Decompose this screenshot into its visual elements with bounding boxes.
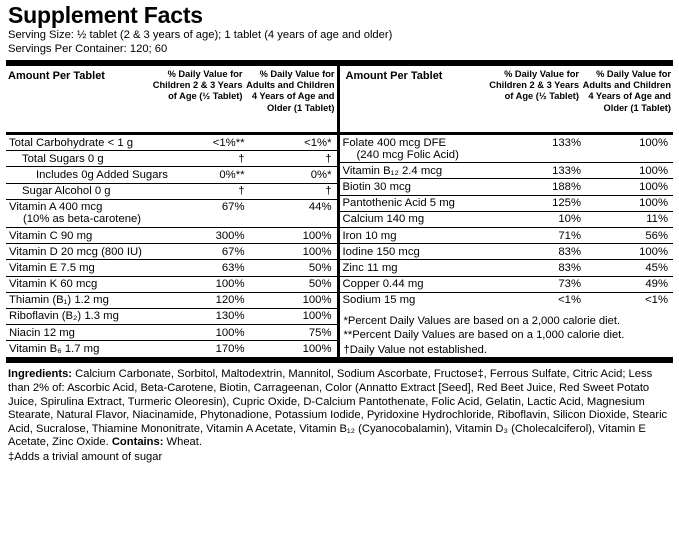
dv-children-value: 67% — [169, 199, 253, 227]
right-amount-per-tablet-header: Amount Per Tablet — [345, 70, 443, 82]
dv-adults-value: 75% — [253, 325, 337, 341]
nutrient-name: Zinc 11 mg — [340, 260, 506, 276]
table-row — [340, 276, 674, 292]
dv-adults-value: 100% — [589, 244, 673, 260]
ingredients-text: Calcium Carbonate, Sorbitol, Maltodextrin, Mannitol, Sodium Ascorbate, Fructose‡, Ferrous Sulfate, Citric Acid; Less than 2% of: Ascorbic Acid, Beta-Carotene, Biotin, Carrageenan, Color (Annatto Extract [Seed], Red Beet Juice, Red Sweet Potato Juice, Spirulina Extract, Turmeric Oleoresin), Cupric Oxide, D-Calcium Pantothenate, Folic Acid, Gelatin, Lactic Acid, Magnesium Stearate, Natural Flavor, Niacinamide, Phytonadione, Potassium Iodide, Pyridoxine Hydrochloride, Riboflavin, Silicon Dioxide, Stearic Acid, Sucralose, Thiamine Mononitrate, Vitamin A Acetate, Vitamin B₁₂ (Cyanocobalamin), Vitamin D₃ (Cholecalciferol), Vitamin E Acetate, Zinc Oxide. — [8, 368, 668, 449]
dv-children-value: 100% — [169, 276, 253, 292]
footer-note: ‡Adds a trivial amount of sugar — [8, 450, 163, 463]
dv-adults-value: 100% — [589, 179, 673, 195]
dv-children-value: 10% — [505, 211, 589, 227]
nutrient-name: Vitamin C 90 mg — [6, 227, 169, 243]
table-row — [340, 244, 674, 260]
footnote-2: †Daily Value not established. — [343, 343, 487, 356]
table-row — [6, 276, 337, 292]
dv-adults-value: 0%* — [253, 167, 337, 183]
nutrient-name: Iron 10 mg — [340, 227, 506, 243]
table-row — [6, 325, 337, 341]
nutrient-name: Vitamin A 400 mcg (10% as beta-carotene) — [6, 199, 169, 227]
serving-size-line: Serving Size: ½ tablet (2 & 3 years of age); 1 tablet (4 years of age and older) — [8, 29, 393, 41]
dv-adults-value: 56% — [589, 227, 673, 243]
table-row — [6, 227, 337, 243]
contains-label: Contains: — [111, 436, 164, 449]
dv-adults-value: 100% — [253, 308, 337, 324]
nutrient-name: Vitamin B₆ 1.7 mg — [6, 341, 169, 357]
table-row — [340, 135, 674, 163]
left-dv-adults-header: % Daily Value for Adults and Children 4 Years of Age and Older (1 Tablet) — [246, 69, 335, 113]
table-row — [6, 341, 337, 357]
nutrient-name: Sugar Alcohol 0 g — [6, 183, 169, 199]
dv-adults-value: <1% — [589, 292, 673, 308]
nutrient-name: Total Carbohydrate < 1 g — [9, 136, 134, 149]
table-row — [340, 260, 674, 276]
table-row — [340, 163, 674, 179]
dv-children-value: 63% — [169, 260, 253, 276]
right-dv-adults-header: % Daily Value for Adults and Children 4 Years of Age and Older (1 Tablet) — [582, 69, 671, 113]
dv-children-value: 71% — [505, 227, 589, 243]
nutrient-name: Niacin 12 mg — [6, 325, 169, 341]
dv-adults-value: 50% — [253, 276, 337, 292]
nutrient-name: Copper 0.44 mg — [340, 276, 506, 292]
dv-adults-value: 44% — [253, 199, 337, 227]
servings-per-container-line: Servings Per Container: 120; 60 — [8, 42, 168, 55]
dv-children-value: 133% — [505, 163, 589, 179]
left-nutrient-rows — [6, 135, 337, 356]
dv-adults-value: 100% — [589, 163, 673, 179]
nutrient-name: Folate 400 mcg DFE (240 mcg Folic Acid) — [340, 135, 506, 163]
nutrient-name: Vitamin B₁₂ 2.4 mcg — [340, 163, 506, 179]
dv-children-value: <1%** — [212, 136, 245, 149]
dv-children-value: 130% — [169, 308, 253, 324]
nutrient-name: Sodium 15 mg — [340, 292, 506, 308]
dv-adults-value: <1%* — [304, 136, 332, 149]
dv-children-value: 100% — [169, 325, 253, 341]
page-title: Supplement Facts — [8, 2, 203, 28]
nutrient-name: Total Sugars 0 g — [6, 151, 169, 167]
table-row — [340, 227, 674, 243]
columns-header — [6, 66, 673, 132]
dv-children-value: 300% — [169, 227, 253, 243]
nutrient-subtext: (10% as beta-carotene) — [23, 213, 142, 226]
dv-children-value: 83% — [505, 260, 589, 276]
table-row — [340, 292, 674, 308]
footnotes — [340, 308, 674, 358]
dv-children-value: 120% — [169, 292, 253, 308]
dv-children-value: 83% — [505, 244, 589, 260]
ingredients-block — [6, 363, 673, 450]
table-row — [6, 308, 337, 324]
dv-children-value: 0%** — [169, 167, 253, 183]
left-dv-children-header: % Daily Value for Children 2 & 3 Years of Age (½ Tablet) — [152, 69, 243, 102]
table-row — [340, 195, 674, 211]
table-row — [6, 183, 337, 199]
nutrient-name: Includes 0g Added Sugars — [6, 167, 169, 183]
right-nutrient-column — [340, 135, 674, 357]
footnote-1: **Percent Daily Values are based on a 1,000 calorie diet. — [343, 329, 625, 342]
left-column-header — [6, 66, 340, 132]
dv-adults-value: 11% — [589, 211, 673, 227]
dv-adults-value: 100% — [253, 292, 337, 308]
table-row — [6, 292, 337, 308]
nutrient-name: Biotin 30 mcg — [340, 179, 506, 195]
nutrient-subtext: (240 mcg Folic Acid) — [356, 148, 459, 161]
dv-children-value: 133% — [552, 136, 581, 149]
right-column-header — [340, 66, 674, 132]
dv-adults-value: † — [253, 151, 337, 167]
dv-children-value: <1% — [505, 292, 589, 308]
dv-children-value: † — [169, 183, 253, 199]
nutrient-name: Riboflavin (B₂) 1.3 mg — [6, 308, 169, 324]
dv-children-value: † — [169, 151, 253, 167]
left-nutrient-column — [6, 135, 340, 357]
nutrient-name: Vitamin E 7.5 mg — [6, 260, 169, 276]
nutrient-name: Pantothenic Acid 5 mg — [340, 195, 506, 211]
contains-text: Wheat. — [163, 436, 202, 449]
dv-children-value: 67% — [169, 244, 253, 260]
nutrient-name: Vitamin D 20 mcg (800 IU) — [6, 244, 169, 260]
ingredients-label: Ingredients: — [8, 368, 73, 381]
dv-adults-value: 100% — [253, 227, 337, 243]
table-row — [6, 167, 337, 183]
dv-children-value: 125% — [505, 195, 589, 211]
dv-children-value: 170% — [169, 341, 253, 357]
nutrient-name: Thiamin (B₁) 1.2 mg — [6, 292, 169, 308]
footnote-0: *Percent Daily Values are based on a 2,000 calorie diet. — [343, 314, 621, 327]
dv-adults-value: 100% — [253, 341, 337, 357]
dv-adults-value: 100% — [589, 195, 673, 211]
table-row — [340, 211, 674, 227]
supplement-facts-panel — [6, 2, 673, 546]
nutrient-name: Iodine 150 mcg — [340, 244, 506, 260]
dv-children-value: 73% — [505, 276, 589, 292]
dv-adults-value: 100% — [639, 136, 668, 149]
table-row — [6, 151, 337, 167]
right-dv-children-header: % Daily Value for Children 2 & 3 Years of Age (½ Tablet) — [489, 69, 579, 102]
dv-children-value: 188% — [505, 179, 589, 195]
table-row — [6, 135, 337, 151]
dv-adults-value: 100% — [253, 244, 337, 260]
dv-adults-value: 45% — [589, 260, 673, 276]
dv-adults-value: † — [253, 183, 337, 199]
dv-adults-value: 49% — [589, 276, 673, 292]
left-amount-per-tablet-header: Amount Per Tablet — [8, 70, 105, 82]
right-nutrient-rows — [340, 135, 674, 308]
table-row — [6, 199, 337, 227]
nutrient-table — [6, 135, 673, 357]
table-row — [340, 179, 674, 195]
nutrient-name: Vitamin K 60 mcg — [6, 276, 169, 292]
nutrient-name: Calcium 140 mg — [340, 211, 506, 227]
table-row — [6, 260, 337, 276]
table-row — [6, 244, 337, 260]
dv-adults-value: 50% — [253, 260, 337, 276]
